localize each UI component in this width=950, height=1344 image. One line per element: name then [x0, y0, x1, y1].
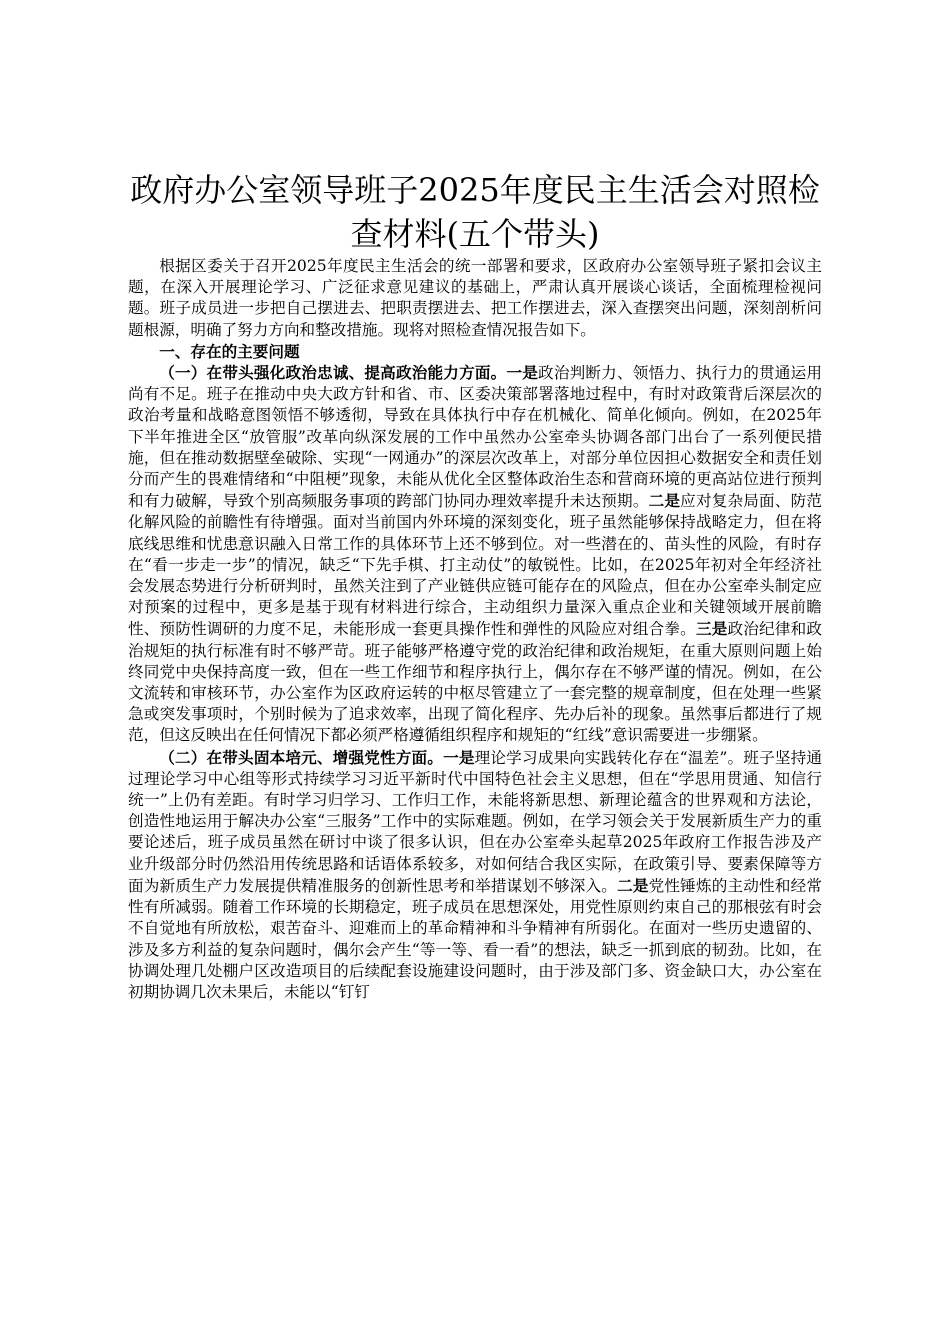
- point-text: 政治纪律和政治规矩的执行标准有时不够严苛。班子能够严格遵守党的政治纪律和政治规矩，在重大原则问题上始终同党中央保持高度一致，但在一些工作细节和程序执行上，偶尔存在不够严谨的情况。例如，在公文流转和审核环节，办公室作为区政府运转的中枢尽管建立了一套完整的规章制度，但在处理一些紧急或突发事项时，个别时候为了追求效率，出现了简化程序、先办后补的现象。虽然事后都进行了规范，但这反映出在任何情况下都必须严格遵循组织程序和规矩的“红线”意识需要进一步绷紧。: [128, 620, 822, 745]
- section-heading: 一、存在的主要问题: [159, 341, 300, 361]
- point-lead: 一是: [506, 363, 539, 383]
- point-text: 政治判断力、领悟力、执行力的贯通运用尚有不足。班子在推动中央大政方针和省、市、区委决策部署落地过程中，有时对政策背后深层次的政治考量和战略意图领悟不够透彻，导致在具体执行中存在机械化、简单化倾向。例如，在2025年下半年推进全区“放管服”改革向纵深发展的工作中虽然办公室牵头协调各部门出台了一系列便民措施，但在推动数据壁垒破除、实现“一网通办”的深层次改革上，对部分单位因担心数据安全和责任划分而产生的畏难情绪和“中阻梗”现象，未能从优化全区整体政治生态和营商环境的更高站位进行预判和有力破解，导致个别高频服务事项的跨部门协同办理效率提升未达预期。: [128, 364, 822, 511]
- point-lead: 三是: [695, 619, 728, 639]
- subsection-1-paragraph: [128, 362, 822, 747]
- point-lead: 二是: [617, 875, 649, 895]
- subsection-2-heading: （二）在带头固本培元、增强党性方面。: [159, 747, 444, 767]
- point-lead: 二是: [648, 491, 681, 511]
- document-body: [128, 256, 822, 1003]
- point-text: 应对复杂局面、防范化解风险的前瞻性有待增强。面对当前国内外环境的深刻变化，班子虽然能够保持战略定力，但在将底线思维和忧患意识融入日常工作的具体环节上还不够到位。对一些潜在的、苗头性的风险，有时存在“看一步走一步”的情况，缺乏“下先手棋、打主动仗”的敏锐性。比如，在2025年初对全年经济社会发展态势进行分析研判时，虽然关注到了产业链供应链可能存在的风险点，但在办公室牵头制定应对预案的过程中，更多是基于现有材料进行综合，主动组织力量深入重点企业和关键领域开展前瞻性、预防性调研的力度不足，未能形成一套更具操作性和弹性的风险应对组合拳。: [128, 492, 822, 639]
- document-page: [128, 168, 822, 1003]
- point-text: 党性锤炼的主动性和经常性有所减弱。随着工作环境的长期稳定，班子成员在思想深处，用党性原则约束自己的那根弦有时会不自觉地有所放松，艰苦奋斗、迎难而上的革命精神和斗争精神有所弱化。在面对一些历史遗留的、涉及多方利益的复杂问题时，偶尔会产生“等一等、看一看”的想法，缺乏一抓到底的韧劲。比如，在协调处理几处棚户区改造项目的后续配套设施建设问题时，由于涉及部门多、资金缺口大，办公室在初期协调几次未果后，未能以“钉钉: [128, 876, 822, 1001]
- point-text: 理论学习成果向实践转化存在“温差”。班子坚持通过理论学习中心组等形式持续学习习近平新时代中国特色社会主义思想，但在“学思用贯通、知信行统一”上仍有差距。有时学习归学习、工作归工作，未能将新思想、新理论蕴含的世界观和方法论，创造性地运用于解决办公室“三服务”工作中的实际难题。例如，在学习领会关于发展新质生产力的重要论述后，班子成员虽然在研讨中谈了很多认识，但在办公室牵头起草2025年政府工作报告涉及产业升级部分时仍然沿用传统思路和话语体系较多，对如何结合我区实际，在政策引导、要素保障等方面为新质生产力发展提供精准服务的创新性思考和举措谋划不够深入。: [128, 748, 822, 895]
- point-lead: 一是: [443, 747, 475, 767]
- intro-paragraph: 根据区委关于召开2025年度民主生活会的统一部署和要求，区政府办公室领导班子紧扣会议主题，在深入开展理论学习、广泛征求意见建议的基础上，严肃认真开展谈心谈话，全面梳理检视问题。班子成员进一步把自己摆进去、把职责摆进去、把工作摆进去，深入查摆突出问题，深刻剖析问题根源，明确了努力方向和整改措施。现将对照检查情况报告如下。: [128, 257, 822, 339]
- subsection-1-heading: （一）在带头强化政治忠诚、提高政治能力方面。: [159, 363, 507, 383]
- subsection-2-paragraph: [128, 747, 822, 1003]
- document-title: 政府办公室领导班子2025年度民主生活会对照检查材料(五个带头): [130, 171, 820, 253]
